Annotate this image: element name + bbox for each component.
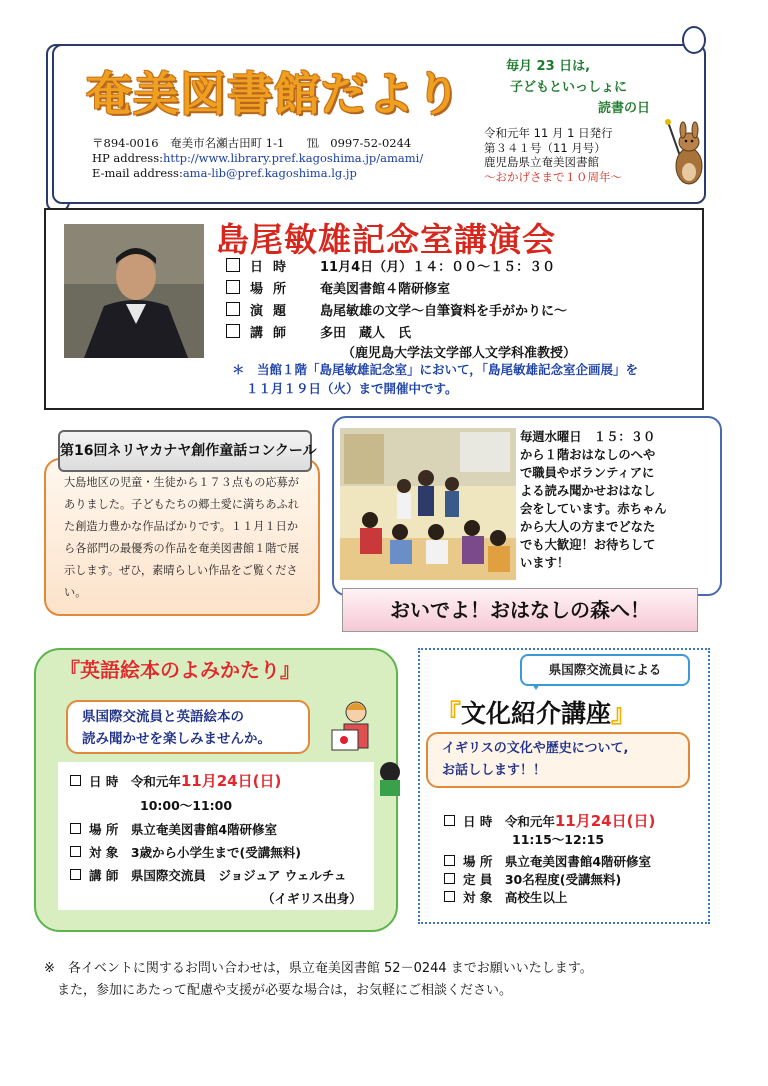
contest-title: 第16回ネリヤカナヤ創作童話コンクール [58,430,312,472]
english-book-title: 『英語絵本のよみかたり』 [60,658,300,682]
culture-title [436,694,636,730]
row-value: 奄美図書館４階研修室 [320,282,451,297]
checkbox-icon [70,869,81,880]
email-line [92,166,423,181]
email-label: E-mail address: [92,166,183,180]
row-label: 日時 [250,260,297,275]
lecture-row-theme [226,300,567,319]
quote-open: 『 [436,699,462,728]
story-line: います！ [520,556,570,570]
target-text: 対 象 3歳から小学生まで(受講無料) [89,845,301,860]
checkbox-icon [226,302,240,316]
scroll-curl-right [682,26,706,54]
contest-text: 大島地区の児童・生徒から１７３点もの応募がありました。子どもたちの郷土愛に満ちあふれた創造力豊かな作品ばかりです。１１月１日から各部門の最優秀の作品を奄美図書館１階で展示します。ぜひ，素晴らしい作品をご覧ください。 [64,476,299,599]
checkbox-icon [444,855,455,866]
event-date: 11月24日(日) [180,772,282,790]
eng-row-date [70,770,281,791]
newsletter-title: 奄美図書館だより [86,67,462,121]
culture-title-text: 文化紹介講座 [461,699,612,728]
lecture-row-lecturer [226,322,411,341]
story-line: よる読み聞かせおはなし [520,484,656,498]
date-label: 日 時 令和元年 [463,814,555,829]
story-line: 毎週水曜日 １５：３０ [520,430,656,444]
note-line-1: ＊ 当館１階「島尾敏雄記念室」において，「島尾敏雄記念室企画展」を [232,362,639,377]
eng-row-origin: （イギリス出身） [262,891,362,906]
reading-day-motto [506,56,656,119]
cult-row-capacity [444,870,621,888]
contact-address [92,136,423,181]
row-value: 島尾敏雄の文学～自筆資料を手がかりに～ [320,304,568,319]
culture-badge: 県国際交流員による [520,654,690,686]
note-line-2: １１月１９日（火）まで開催中です。 [246,381,458,396]
row-label: 場所 [250,282,297,297]
issue-info [484,126,622,184]
footer-notice [44,958,593,1002]
cult-row-place [444,852,651,870]
checkbox-icon [70,775,81,786]
cult-row-time: 11:15～12:15 [512,832,605,847]
postal-address: 〒894-0016 奄美市名瀬古田町 1-1 ℡ 0997-52-0244 [92,136,412,150]
lecture-row-place [226,278,450,297]
row-value: 多田 蔵人 氏 [320,326,412,341]
culture-invite [426,732,690,788]
motto-line-1: 毎月 23 日は, [506,59,591,74]
english-book-invite [66,700,310,754]
culture-invite-line-1: イギリスの文化や歴史について, [442,741,629,756]
culture-invite-line-2: お話しします！！ [442,763,547,778]
eng-row-target [70,843,301,861]
invite-line-2: 読み聞かせを楽しみませんか。 [82,731,271,747]
lecture-row-datetime [226,256,555,275]
hp-label: HP address: [92,151,163,165]
homepage-link[interactable]: http://www.library.pref.kagoshima.jp/amami/ [162,151,424,165]
storytime-photo [340,428,516,580]
row-value: 11月4日（月）１４：００～１５：３０ [320,260,556,275]
checkbox-icon [444,815,455,826]
row-label: 演題 [250,304,297,319]
checkbox-icon [226,280,240,294]
capacity-text: 定 員 30名程度(受講無料) [463,872,622,887]
anniversary: ～おかげさまで１０周年～ [484,169,622,184]
event-date: 11月24日(日) [554,812,656,830]
issue-number: 第３４１号（11 月号） [484,140,606,155]
issue-date: 令和元年 11 月 1 日発行 [484,126,613,140]
mascot-rabbit-icon [662,116,708,190]
target-text: 対 象 高校生以上 [463,890,568,905]
eng-row-time: 10:00～11:00 [140,798,233,813]
checkbox-icon [70,823,81,834]
homepage-line [92,151,423,166]
date-label: 日 時 令和元年 [89,774,181,789]
story-line: で職員やボランティアに [520,466,655,480]
footer-line-2: また，参加にあたって配慮や支援が必要な場合は，お気軽にご相談ください。 [44,983,513,998]
quote-close: 』 [611,699,637,728]
checkbox-icon [444,873,455,884]
motto-line-3: 読書の日 [597,101,650,116]
storytime-banner: おいでよ！おはなしの森へ！ [342,588,698,632]
eng-row-place [70,820,277,838]
eng-row-lecturer [70,866,346,884]
lecturer-text: 講 師 県国際交流員 ジョジュア ウェルチュ [89,868,347,883]
invite-line-1: 県国際交流員と英語絵本の [82,709,244,725]
exhibition-note [232,360,692,398]
checkbox-icon [226,258,240,272]
email-link[interactable]: ama-lib@pref.kagoshima.lg.jp [182,166,357,180]
publisher: 鹿児島県立奄美図書館 [484,155,599,169]
checkbox-icon [226,324,240,338]
cult-row-date [444,810,655,831]
place-text: 場 所 県立奄美図書館4階研修室 [463,854,652,869]
story-line: から大人の方までどなた [520,520,656,534]
story-line: から１階おはなしのへや [520,448,656,462]
place-text: 場 所 県立奄美図書館4階研修室 [89,822,278,837]
motto-line-2: 子どもといっしょに [510,80,628,95]
checkbox-icon [444,891,455,902]
checkbox-icon [70,846,81,857]
storytime-text [520,428,712,572]
story-line: 会をしています。赤ちゃん [520,502,667,516]
footer-line-1: ※ 各イベントに関するお問い合わせは，県立奄美図書館 52－0244 までお願いいたします。 [44,961,593,976]
author-photo [64,224,204,358]
row-label: 講師 [250,326,297,341]
story-line: でも大歓迎！お待ちして [520,538,656,552]
cult-row-target [444,888,567,906]
lecture-title: 島尾敏雄記念室講演会 [216,220,556,259]
lecturer-affiliation: （鹿児島大学法文学部人文学科准教授） [342,346,577,361]
